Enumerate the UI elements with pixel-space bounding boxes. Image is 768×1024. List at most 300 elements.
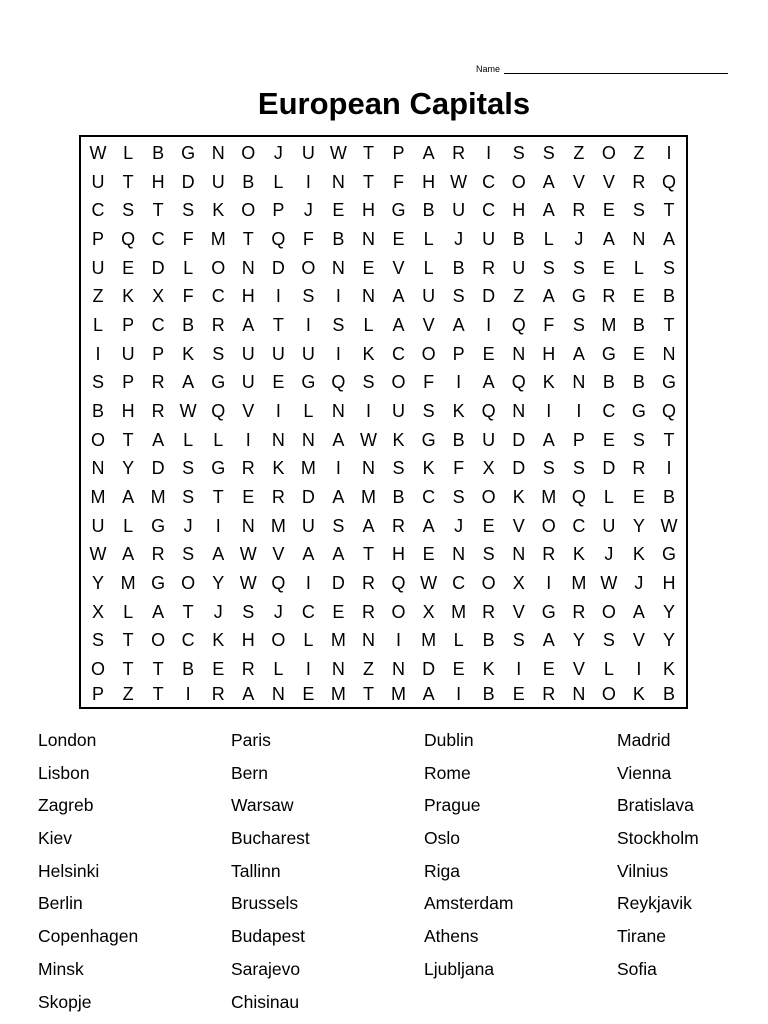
grid-letter[interactable]: A bbox=[122, 487, 135, 508]
grid-letter[interactable]: S bbox=[182, 544, 195, 565]
grid-letter[interactable]: L bbox=[123, 142, 134, 163]
grid-letter[interactable]: J bbox=[454, 515, 464, 536]
grid-letter[interactable]: V bbox=[392, 257, 405, 278]
grid-letter[interactable]: P bbox=[572, 429, 585, 450]
grid-letter[interactable]: H bbox=[542, 343, 556, 364]
grid-letter[interactable]: R bbox=[241, 458, 255, 479]
grid-letter[interactable]: J bbox=[213, 601, 223, 622]
grid-letter[interactable]: H bbox=[662, 573, 676, 594]
grid-letter[interactable]: N bbox=[392, 659, 406, 680]
grid-letter[interactable]: D bbox=[512, 458, 526, 479]
grid-letter[interactable]: A bbox=[302, 544, 315, 565]
grid-letter[interactable]: U bbox=[301, 142, 315, 163]
grid-letter[interactable]: W bbox=[420, 573, 438, 594]
grid-letter[interactable]: U bbox=[91, 515, 105, 536]
grid-letter[interactable]: O bbox=[391, 372, 406, 393]
grid-letter[interactable]: D bbox=[602, 458, 616, 479]
grid-letter[interactable]: H bbox=[151, 171, 165, 192]
grid-letter[interactable]: N bbox=[331, 257, 345, 278]
grid-letter[interactable]: R bbox=[361, 573, 375, 594]
grid-letter[interactable]: T bbox=[152, 683, 164, 704]
grid-letter[interactable]: W bbox=[660, 515, 678, 536]
grid-letter[interactable]: Y bbox=[662, 601, 675, 622]
grid-letter[interactable]: U bbox=[482, 429, 496, 450]
grid-letter[interactable]: E bbox=[332, 200, 345, 221]
grid-letter[interactable]: N bbox=[331, 171, 345, 192]
grid-letter[interactable]: N bbox=[241, 257, 255, 278]
grid-letter[interactable]: D bbox=[422, 659, 436, 680]
grid-letter[interactable]: W bbox=[329, 142, 347, 163]
grid-letter[interactable]: U bbox=[301, 515, 315, 536]
grid-letter[interactable]: G bbox=[151, 573, 166, 594]
grid-letter[interactable]: S bbox=[92, 372, 105, 393]
grid-letter[interactable]: Q bbox=[271, 573, 286, 594]
grid-letter[interactable]: E bbox=[482, 343, 495, 364]
grid-letter[interactable]: I bbox=[185, 683, 191, 704]
grid-letter[interactable]: L bbox=[273, 171, 284, 192]
grid-letter[interactable]: T bbox=[182, 601, 194, 622]
grid-letter[interactable]: U bbox=[211, 171, 225, 192]
grid-letter[interactable]: W bbox=[239, 573, 257, 594]
grid-letter[interactable]: K bbox=[362, 343, 375, 364]
grid-letter[interactable]: I bbox=[486, 314, 492, 335]
grid-letter[interactable]: O bbox=[601, 142, 616, 163]
grid-letter[interactable]: W bbox=[89, 142, 107, 163]
grid-letter[interactable]: T bbox=[152, 659, 164, 680]
grid-letter[interactable]: K bbox=[212, 200, 225, 221]
grid-letter[interactable]: M bbox=[541, 487, 557, 508]
grid-letter[interactable]: V bbox=[422, 314, 435, 335]
grid-letter[interactable]: A bbox=[542, 630, 555, 651]
grid-letter[interactable]: P bbox=[452, 343, 465, 364]
grid-letter[interactable]: Q bbox=[661, 171, 676, 192]
grid-letter[interactable]: B bbox=[482, 630, 495, 651]
grid-letter[interactable]: N bbox=[572, 683, 586, 704]
grid-letter[interactable]: G bbox=[661, 544, 676, 565]
grid-letter[interactable]: S bbox=[632, 429, 645, 450]
grid-letter[interactable]: Y bbox=[662, 630, 675, 651]
grid-letter[interactable]: C bbox=[482, 171, 496, 192]
grid-letter[interactable]: L bbox=[363, 314, 374, 335]
grid-letter[interactable]: E bbox=[122, 257, 135, 278]
grid-letter[interactable]: D bbox=[512, 429, 526, 450]
grid-letter[interactable]: T bbox=[152, 200, 164, 221]
grid-letter[interactable]: S bbox=[92, 630, 105, 651]
grid-letter[interactable]: S bbox=[512, 630, 525, 651]
grid-letter[interactable]: B bbox=[452, 257, 465, 278]
grid-letter[interactable]: M bbox=[270, 515, 286, 536]
grid-letter[interactable]: I bbox=[486, 142, 492, 163]
grid-letter[interactable]: B bbox=[152, 142, 165, 163]
grid-letter[interactable]: F bbox=[453, 458, 465, 479]
grid-letter[interactable]: K bbox=[182, 343, 195, 364]
grid-letter[interactable]: N bbox=[91, 458, 105, 479]
grid-letter[interactable]: K bbox=[122, 286, 135, 307]
grid-letter[interactable]: G bbox=[151, 515, 166, 536]
grid-letter[interactable]: V bbox=[242, 400, 255, 421]
grid-letter[interactable]: S bbox=[632, 200, 645, 221]
grid-letter[interactable]: S bbox=[332, 515, 345, 536]
grid-letter[interactable]: S bbox=[212, 343, 225, 364]
grid-letter[interactable]: A bbox=[452, 314, 465, 335]
grid-letter[interactable]: I bbox=[305, 659, 311, 680]
grid-letter[interactable]: I bbox=[95, 343, 101, 364]
grid-letter[interactable]: I bbox=[275, 286, 281, 307]
grid-letter[interactable]: I bbox=[546, 573, 552, 594]
grid-letter[interactable]: L bbox=[213, 429, 224, 450]
grid-letter[interactable]: F bbox=[423, 372, 435, 393]
grid-letter[interactable]: I bbox=[305, 314, 311, 335]
grid-letter[interactable]: U bbox=[602, 515, 616, 536]
grid-letter[interactable]: N bbox=[662, 343, 676, 364]
grid-letter[interactable]: U bbox=[91, 257, 105, 278]
grid-letter[interactable]: G bbox=[571, 286, 586, 307]
grid-letter[interactable]: Z bbox=[122, 683, 134, 704]
grid-letter[interactable]: W bbox=[600, 573, 618, 594]
grid-letter[interactable]: K bbox=[392, 429, 405, 450]
grid-letter[interactable]: A bbox=[152, 601, 165, 622]
grid-letter[interactable]: C bbox=[151, 228, 165, 249]
grid-letter[interactable]: J bbox=[634, 573, 644, 594]
grid-letter[interactable]: R bbox=[542, 544, 556, 565]
grid-letter[interactable]: W bbox=[179, 400, 197, 421]
grid-letter[interactable]: V bbox=[572, 171, 585, 192]
grid-letter[interactable]: N bbox=[241, 515, 255, 536]
grid-letter[interactable]: I bbox=[335, 286, 341, 307]
grid-letter[interactable]: V bbox=[512, 601, 525, 622]
grid-letter[interactable]: S bbox=[602, 630, 615, 651]
grid-letter[interactable]: E bbox=[302, 683, 315, 704]
grid-letter[interactable]: S bbox=[122, 200, 135, 221]
grid-letter[interactable]: Z bbox=[513, 286, 525, 307]
grid-letter[interactable]: U bbox=[91, 171, 105, 192]
grid-letter[interactable]: S bbox=[182, 487, 195, 508]
grid-letter[interactable]: N bbox=[512, 400, 526, 421]
grid-letter[interactable]: I bbox=[516, 659, 522, 680]
grid-letter[interactable]: M bbox=[330, 683, 346, 704]
grid-letter[interactable]: A bbox=[242, 314, 255, 335]
grid-letter[interactable]: M bbox=[210, 228, 226, 249]
grid-letter[interactable]: X bbox=[512, 573, 525, 594]
grid-letter[interactable]: G bbox=[391, 200, 406, 221]
grid-letter[interactable]: C bbox=[602, 400, 616, 421]
grid-letter[interactable]: R bbox=[241, 659, 255, 680]
grid-letter[interactable]: A bbox=[632, 601, 645, 622]
grid-letter[interactable]: E bbox=[542, 659, 555, 680]
grid-letter[interactable]: Y bbox=[122, 458, 135, 479]
grid-letter[interactable]: V bbox=[512, 515, 525, 536]
grid-letter[interactable]: T bbox=[122, 171, 134, 192]
grid-letter[interactable]: V bbox=[632, 630, 645, 651]
grid-letter[interactable]: F bbox=[182, 228, 194, 249]
grid-letter[interactable]: P bbox=[92, 228, 105, 249]
grid-letter[interactable]: J bbox=[273, 142, 283, 163]
grid-letter[interactable]: Y bbox=[212, 573, 225, 594]
grid-letter[interactable]: A bbox=[152, 429, 165, 450]
grid-letter[interactable]: T bbox=[362, 544, 374, 565]
grid-letter[interactable]: E bbox=[332, 601, 345, 622]
grid-letter[interactable]: W bbox=[239, 544, 257, 565]
grid-letter[interactable]: I bbox=[546, 400, 552, 421]
grid-letter[interactable]: B bbox=[662, 487, 675, 508]
grid-letter[interactable]: I bbox=[305, 573, 311, 594]
grid-letter[interactable]: A bbox=[122, 544, 135, 565]
grid-letter[interactable]: H bbox=[361, 200, 375, 221]
grid-letter[interactable]: T bbox=[212, 487, 224, 508]
grid-letter[interactable]: Q bbox=[121, 228, 136, 249]
grid-letter[interactable]: V bbox=[572, 659, 585, 680]
grid-letter[interactable]: K bbox=[572, 544, 585, 565]
grid-letter[interactable]: O bbox=[511, 171, 526, 192]
grid-letter[interactable]: A bbox=[542, 429, 555, 450]
grid-letter[interactable]: H bbox=[512, 200, 526, 221]
grid-letter[interactable]: K bbox=[272, 458, 285, 479]
grid-letter[interactable]: G bbox=[211, 458, 226, 479]
grid-letter[interactable]: G bbox=[211, 372, 226, 393]
grid-letter[interactable]: S bbox=[572, 458, 585, 479]
grid-letter[interactable]: J bbox=[303, 200, 313, 221]
grid-letter[interactable]: V bbox=[272, 544, 285, 565]
grid-letter[interactable]: P bbox=[122, 372, 135, 393]
grid-letter[interactable]: K bbox=[482, 659, 495, 680]
grid-letter[interactable]: B bbox=[452, 429, 465, 450]
grid-letter[interactable]: N bbox=[301, 429, 315, 450]
grid-letter[interactable]: A bbox=[332, 487, 345, 508]
grid-letter[interactable]: J bbox=[604, 544, 614, 565]
grid-letter[interactable]: U bbox=[392, 400, 406, 421]
grid-letter[interactable]: F bbox=[302, 228, 314, 249]
grid-letter[interactable]: Q bbox=[571, 487, 586, 508]
grid-letter[interactable]: U bbox=[301, 343, 315, 364]
grid-letter[interactable]: K bbox=[632, 683, 645, 704]
grid-letter[interactable]: Q bbox=[211, 400, 226, 421]
grid-letter[interactable]: C bbox=[572, 515, 586, 536]
grid-letter[interactable]: M bbox=[421, 630, 437, 651]
grid-letter[interactable]: N bbox=[632, 228, 646, 249]
grid-letter[interactable]: O bbox=[91, 429, 106, 450]
grid-letter[interactable]: H bbox=[392, 544, 406, 565]
grid-letter[interactable]: N bbox=[512, 343, 526, 364]
grid-letter[interactable]: O bbox=[271, 630, 286, 651]
grid-letter[interactable]: I bbox=[636, 659, 642, 680]
grid-letter[interactable]: O bbox=[481, 487, 496, 508]
grid-letter[interactable]: Q bbox=[271, 228, 286, 249]
grid-letter[interactable]: X bbox=[152, 286, 165, 307]
grid-letter[interactable]: R bbox=[392, 515, 406, 536]
grid-letter[interactable]: I bbox=[335, 458, 341, 479]
grid-letter[interactable]: R bbox=[482, 257, 496, 278]
grid-letter[interactable]: J bbox=[574, 228, 584, 249]
grid-letter[interactable]: L bbox=[603, 487, 614, 508]
grid-letter[interactable]: I bbox=[215, 515, 221, 536]
grid-letter[interactable]: E bbox=[242, 487, 255, 508]
grid-letter[interactable]: R bbox=[572, 200, 586, 221]
grid-letter[interactable]: O bbox=[151, 630, 166, 651]
grid-letter[interactable]: R bbox=[482, 601, 496, 622]
grid-letter[interactable]: B bbox=[632, 372, 645, 393]
grid-letter[interactable]: F bbox=[543, 314, 555, 335]
grid-letter[interactable]: S bbox=[662, 257, 675, 278]
grid-letter[interactable]: G bbox=[541, 601, 556, 622]
grid-letter[interactable]: R bbox=[602, 286, 616, 307]
grid-letter[interactable]: O bbox=[181, 573, 196, 594]
grid-letter[interactable]: D bbox=[151, 257, 165, 278]
grid-letter[interactable]: K bbox=[212, 630, 225, 651]
grid-letter[interactable]: B bbox=[332, 228, 345, 249]
grid-letter[interactable]: B bbox=[392, 487, 405, 508]
grid-letter[interactable]: E bbox=[512, 683, 525, 704]
grid-letter[interactable]: Z bbox=[362, 659, 374, 680]
grid-letter[interactable]: T bbox=[663, 314, 675, 335]
grid-letter[interactable]: R bbox=[542, 683, 556, 704]
grid-letter[interactable]: A bbox=[602, 228, 615, 249]
grid-letter[interactable]: K bbox=[422, 458, 435, 479]
grid-letter[interactable]: S bbox=[572, 314, 585, 335]
grid-letter[interactable]: O bbox=[241, 200, 256, 221]
grid-letter[interactable]: T bbox=[242, 228, 254, 249]
grid-letter[interactable]: S bbox=[422, 400, 435, 421]
grid-letter[interactable]: E bbox=[602, 257, 615, 278]
grid-letter[interactable]: P bbox=[392, 142, 405, 163]
grid-letter[interactable]: O bbox=[301, 257, 316, 278]
grid-letter[interactable]: B bbox=[632, 314, 645, 335]
grid-letter[interactable]: Q bbox=[511, 372, 526, 393]
grid-letter[interactable]: B bbox=[662, 683, 675, 704]
grid-letter[interactable]: Y bbox=[92, 573, 105, 594]
grid-letter[interactable]: S bbox=[542, 458, 555, 479]
grid-letter[interactable]: O bbox=[241, 142, 256, 163]
grid-letter[interactable]: M bbox=[330, 630, 346, 651]
grid-letter[interactable]: M bbox=[300, 458, 316, 479]
grid-letter[interactable]: N bbox=[361, 286, 375, 307]
grid-letter[interactable]: L bbox=[123, 515, 134, 536]
grid-letter[interactable]: E bbox=[362, 257, 375, 278]
grid-letter[interactable]: W bbox=[89, 544, 107, 565]
grid-letter[interactable]: A bbox=[182, 372, 195, 393]
grid-letter[interactable]: B bbox=[242, 171, 255, 192]
grid-letter[interactable]: A bbox=[242, 683, 255, 704]
grid-letter[interactable]: T bbox=[122, 659, 134, 680]
grid-letter[interactable]: V bbox=[602, 171, 615, 192]
grid-letter[interactable]: N bbox=[271, 429, 285, 450]
grid-letter[interactable]: F bbox=[182, 286, 194, 307]
grid-letter[interactable]: B bbox=[182, 314, 195, 335]
grid-letter[interactable]: Q bbox=[511, 314, 526, 335]
grid-letter[interactable]: L bbox=[423, 257, 434, 278]
grid-letter[interactable]: H bbox=[121, 400, 135, 421]
grid-letter[interactable]: P bbox=[272, 200, 285, 221]
grid-letter[interactable]: L bbox=[303, 400, 314, 421]
grid-letter[interactable]: Q bbox=[661, 400, 676, 421]
grid-letter[interactable]: S bbox=[452, 487, 465, 508]
name-blank-line[interactable] bbox=[504, 64, 728, 74]
grid-letter[interactable]: P bbox=[152, 343, 165, 364]
grid-letter[interactable]: O bbox=[91, 659, 106, 680]
grid-letter[interactable]: O bbox=[541, 515, 556, 536]
grid-letter[interactable]: I bbox=[666, 458, 672, 479]
grid-letter[interactable]: H bbox=[422, 171, 436, 192]
grid-letter[interactable]: Y bbox=[572, 630, 585, 651]
grid-letter[interactable]: O bbox=[421, 343, 436, 364]
grid-letter[interactable]: M bbox=[90, 487, 106, 508]
grid-letter[interactable]: N bbox=[361, 630, 375, 651]
grid-letter[interactable]: H bbox=[241, 630, 255, 651]
grid-letter[interactable]: A bbox=[572, 343, 585, 364]
grid-letter[interactable]: J bbox=[183, 515, 193, 536]
grid-letter[interactable]: A bbox=[362, 515, 375, 536]
grid-letter[interactable]: E bbox=[452, 659, 465, 680]
grid-letter[interactable]: A bbox=[332, 429, 345, 450]
grid-letter[interactable]: E bbox=[392, 228, 405, 249]
grid-letter[interactable]: X bbox=[422, 601, 435, 622]
grid-letter[interactable]: S bbox=[542, 257, 555, 278]
grid-letter[interactable]: S bbox=[242, 601, 255, 622]
grid-letter[interactable]: M bbox=[391, 683, 407, 704]
grid-letter[interactable]: N bbox=[331, 400, 345, 421]
grid-letter[interactable]: R bbox=[211, 314, 225, 335]
grid-letter[interactable]: S bbox=[542, 142, 555, 163]
grid-letter[interactable]: G bbox=[601, 343, 616, 364]
grid-letter[interactable]: K bbox=[512, 487, 525, 508]
grid-letter[interactable]: S bbox=[332, 314, 345, 335]
grid-letter[interactable]: F bbox=[393, 171, 405, 192]
grid-letter[interactable]: L bbox=[453, 630, 464, 651]
grid-letter[interactable]: B bbox=[92, 400, 105, 421]
grid-letter[interactable]: C bbox=[422, 487, 436, 508]
grid-letter[interactable]: I bbox=[576, 400, 582, 421]
grid-letter[interactable]: E bbox=[632, 487, 645, 508]
grid-letter[interactable]: N bbox=[452, 544, 466, 565]
grid-letter[interactable]: E bbox=[632, 286, 645, 307]
grid-letter[interactable]: C bbox=[301, 601, 315, 622]
grid-letter[interactable]: W bbox=[359, 429, 377, 450]
grid-letter[interactable]: D bbox=[271, 257, 285, 278]
grid-letter[interactable]: L bbox=[423, 228, 434, 249]
grid-letter[interactable]: B bbox=[482, 683, 495, 704]
grid-letter[interactable]: I bbox=[666, 142, 672, 163]
grid-letter[interactable]: C bbox=[181, 630, 195, 651]
grid-letter[interactable]: O bbox=[391, 601, 406, 622]
grid-letter[interactable]: N bbox=[271, 683, 285, 704]
grid-letter[interactable]: D bbox=[181, 171, 195, 192]
grid-letter[interactable]: D bbox=[482, 286, 496, 307]
grid-letter[interactable]: B bbox=[422, 200, 435, 221]
grid-letter[interactable]: L bbox=[603, 659, 614, 680]
grid-letter[interactable]: W bbox=[450, 171, 468, 192]
grid-letter[interactable]: N bbox=[361, 228, 375, 249]
grid-letter[interactable]: L bbox=[633, 257, 644, 278]
grid-letter[interactable]: G bbox=[181, 142, 196, 163]
grid-letter[interactable]: S bbox=[572, 257, 585, 278]
grid-letter[interactable]: T bbox=[122, 630, 134, 651]
grid-letter[interactable]: T bbox=[663, 429, 675, 450]
grid-letter[interactable]: B bbox=[602, 372, 615, 393]
grid-letter[interactable]: H bbox=[241, 286, 255, 307]
grid-letter[interactable]: X bbox=[482, 458, 495, 479]
grid-letter[interactable]: I bbox=[365, 400, 371, 421]
grid-letter[interactable]: C bbox=[211, 286, 225, 307]
grid-letter[interactable]: M bbox=[120, 573, 136, 594]
grid-letter[interactable]: G bbox=[421, 429, 436, 450]
grid-letter[interactable]: L bbox=[123, 601, 134, 622]
grid-letter[interactable]: R bbox=[151, 544, 165, 565]
grid-letter[interactable]: E bbox=[602, 200, 615, 221]
grid-letter[interactable]: S bbox=[452, 286, 465, 307]
grid-letter[interactable]: K bbox=[662, 659, 675, 680]
grid-letter[interactable]: Z bbox=[92, 286, 104, 307]
grid-letter[interactable]: M bbox=[360, 487, 376, 508]
grid-letter[interactable]: Z bbox=[573, 142, 585, 163]
